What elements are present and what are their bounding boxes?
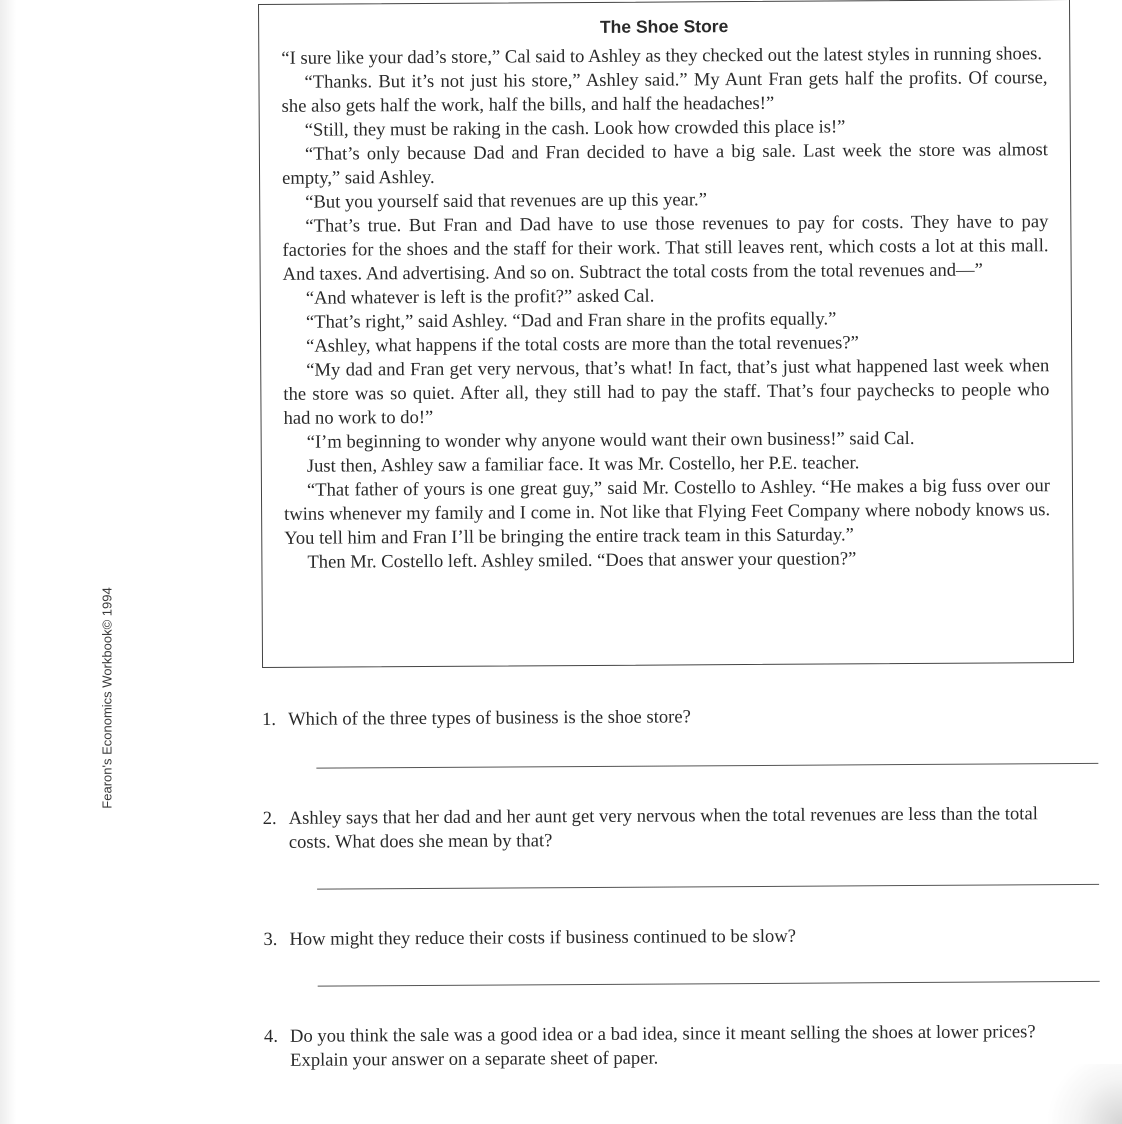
answer-line[interactable] [317, 884, 1099, 890]
story-paragraph: “That’s only because Dad and Fran decided to have a big sale. Last week the store was almost empty,” said Ashley. [282, 139, 1048, 189]
question-text: How might they reduce their costs if business continued to be slow? [289, 925, 797, 950]
story-paragraph: “I’m beginning to wonder why anyone would want their own business!” said Cal. [306, 427, 915, 453]
story-paragraph: “Ashley, what happens if the total costs are more than the total revenues?” [306, 332, 859, 357]
story-paragraph: “That’s true. But Fran and Dad have to use those revenues to pay for costs. They have to pay factories for the shoes and the staff for their work. That still leaves rent, which costs a lot at this mall. And taxes. And advertising. And so on. Subtract the total costs from the total revenues and—” [282, 211, 1049, 285]
question-list [262, 703, 1054, 1073]
page-edge-shadow [0, 0, 16, 1124]
question-1 [262, 703, 1052, 769]
question-number: 4. [263, 1025, 279, 1047]
answer-line[interactable] [318, 981, 1100, 987]
story-paragraph: “I sure like your dad’s store,” Cal said to Ashley as they checked out the latest styles in running shoes. [281, 43, 1043, 69]
page-corner-shadow [1042, 1064, 1122, 1124]
question-number: 3. [263, 928, 278, 950]
story-paragraph: “And whatever is left is the profit?” asked Cal. [305, 285, 655, 309]
story-paragraph: Then Mr. Costello left. Ashley smiled. “Does that answer your question?” [307, 548, 857, 573]
side-credit: Fearon's Economics Workbook© 1994 [99, 587, 115, 809]
story-title: The Shoe Store [599, 16, 729, 37]
question-2 [263, 802, 1053, 890]
story-paragraph: Just then, Ashley saw a familiar face. It was Mr. Costello, her P.E. teacher. [306, 452, 860, 477]
story-paragraph: “Still, they must be raking in the cash. Look how crowded this place is!” [304, 116, 846, 141]
question-number: 1. [262, 708, 277, 730]
story-paragraph: “But you yourself said that revenues are up this year.” [305, 189, 707, 213]
question-text: Ashley says that her dad and her aunt get very nervous when the total revenues are less than the total costs. What does she mean by that? [288, 803, 1038, 853]
question-text: Do you think the sale was a good idea or a bad idea, since it meant selling the shoes at lower prices? Explain your answer on a separate sheet of paper. [289, 1021, 1036, 1071]
question-4 [264, 1020, 1054, 1073]
answer-line[interactable] [316, 763, 1098, 769]
question-number: 2. [262, 807, 277, 829]
question-3 [263, 923, 1053, 987]
story-paragraph: “My dad and Fran get very nervous, that’s what! In fact, that’s just what happened last week when the store was so quiet. After all, they still had to pay the staff. That’s four paychecks to people who had no work to do!” [283, 355, 1050, 429]
story-paragraph: “That father of yours is one great guy,” said Mr. Costello to Ashley. “He makes a big fuss over our twins whenever my family and I come in. Not like that Flying Feet Company where nobody knows us. You tell him and Fran I’ll be bringing the entire track team in this Saturday.” [284, 475, 1051, 549]
question-text: Which of the three types of business is the shoe store? [288, 706, 691, 730]
story-box [258, 0, 1074, 668]
story-paragraph: “Thanks. But it’s not just his store,” Ashley said.” My Aunt Fran gets half the profits. Of course, she also gets half the work, half the bills, and half the headaches!” [281, 67, 1048, 117]
story-paragraph: “That’s right,” said Ashley. “Dad and Fran share in the profits equally.” [305, 308, 837, 333]
